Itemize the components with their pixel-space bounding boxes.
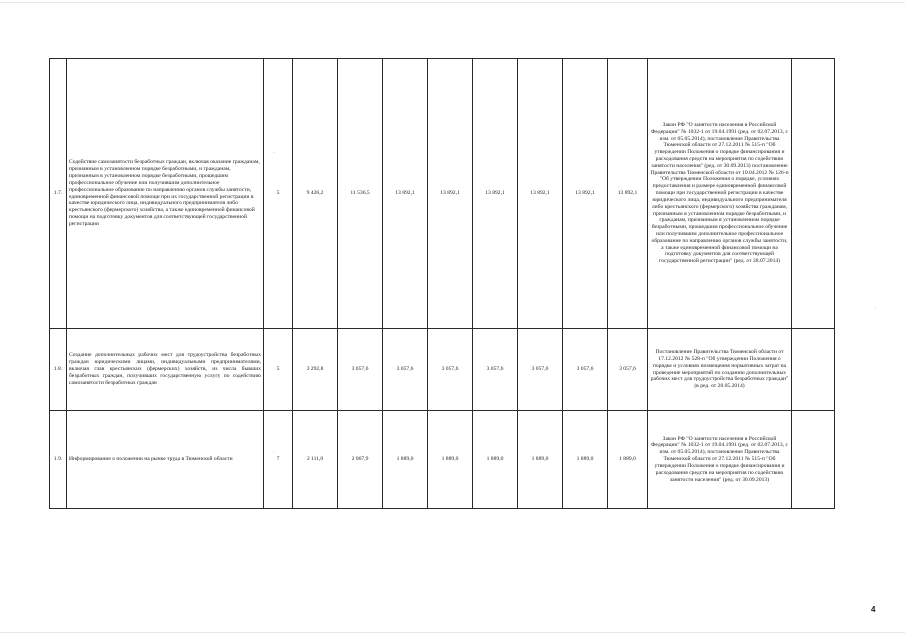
row-number: 1.9. [50,411,67,509]
scan-mark: ˙ [874,308,876,314]
row-code: 5 [264,329,293,411]
row-value: 3 057,6 [338,329,383,411]
row-value: 3 292,8 [293,329,338,411]
table-row [50,59,835,329]
row-value: 13 892,1 [428,59,473,329]
page-number: 4 [871,605,876,614]
row-number: 1.7. [50,59,67,329]
row-empty-cell [792,59,835,329]
scan-edge-bottom [0,632,905,633]
row-value: 2 067,9 [338,411,383,509]
row-value: 1 889,0 [518,411,563,509]
row-number: 1.8. [50,329,67,411]
row-description: Информирование о положении на рынке труда в Тюменской области [67,411,264,509]
row-legal-basis: Закон РФ "О занятости населения в Российской Федерации" № 1032-1 от 19.04.1991 (ред. от 02.07.2013, с изм. от 05.05.2014), постановление Правительства Тюменской области от 27.12.2011 № 515-п "Об утверждении Положения о порядке финансирования и расходования средств на мероприятия по содействию занятости населения" (ред. от 30.09.2013) [648,411,792,509]
row-code: 7 [264,411,293,509]
row-empty-cell [792,411,835,509]
row-value: 1 889,0 [428,411,473,509]
row-value: 13 892,1 [518,59,563,329]
row-value: 2 111,0 [293,411,338,509]
table-row [50,411,835,509]
program-activities-table [49,58,835,509]
row-value: 11 536,5 [338,59,383,329]
row-value: 3 057,6 [473,329,518,411]
row-value: 1 889,0 [608,411,648,509]
row-value: 3 057,6 [383,329,428,411]
row-value: 3 057,6 [608,329,648,411]
scan-mark: ˙ [273,451,275,457]
row-value: 9 426,2 [293,59,338,329]
row-empty-cell [792,329,835,411]
row-value: 13 892,1 [608,59,648,329]
row-value: 3 057,6 [563,329,608,411]
row-legal-basis: Закон РФ "О занятости населения в Российской Федерации" № 1032-1 от 19.04.1991 (ред. от 02.07.2013, с изм. от 05.05.2014), постановление Правительства Тюменской области от 27.12.2011 № 515-п "Об утверждении Положения о порядке финансирования и расходования средств на мероприятия по содействию занятости населения" (ред. от 30.09.2013) постановление Правительства Тюменской области от 10.04.2012 № 126-п "Об утверждении Положения о порядке, условиях предоставления и размере единовременной финансовой помощи при государственной регистрации в качестве юридического лица, индивидуального предпринимателя либо крестьянского (фермерского) хозяйства гражданам, признанным в установленном порядке безработными, и гражданам, признанным в установленном порядке безработными, прошедшим профессиональное обучение или получившим дополнительное профессиональное образование по направлению органов службы занятости, а также единовременной финансовой помощи на подготовку документов для соответствующей государственной регистрации" (ред. от 28.07.2014) [648,59,792,329]
row-legal-basis: Постановление Правительства Тюменской области от 17.12.2012 № 528-п "Об утверждении Положения о порядке и условиях возмещения нормативных затрат на проведение мероприятий по созданию дополнительных рабочих мест для трудоустройства безработных граждан" (в ред. от 28.05.2014) [648,329,792,411]
table-row [50,329,835,411]
row-value: 3 057,6 [428,329,473,411]
row-value: 13 892,1 [473,59,518,329]
row-value: 13 892,1 [563,59,608,329]
row-value: 1 889,0 [383,411,428,509]
row-description: Создание дополнительных рабочих мест для трудоустройства безработных граждан юридическими лицами, индивидуальными предпринимателями, включая глав крестьянских (фермерских) хозяйств, из числа бывших безработных граждан, получивших государственную услугу по содействию самозанятости безработных граждан [67,329,264,411]
row-value: 3 057,6 [518,329,563,411]
row-value: 1 889,0 [563,411,608,509]
row-value: 13 892,1 [383,59,428,329]
scan-edge-top [0,2,905,3]
row-code: 5 [264,59,293,329]
scan-mark: ˙ [273,152,275,158]
row-description: Содействие самозанятости безработных граждан, включая оказание гражданам, признанным в установленном порядке безработными, и гражданам, признанным в установленном порядке безработными, прошедшим профессиональное обучение или получившим дополнительное профессиональное образование по направлению органов службы занятости, единовременной финансовой помощи при их государственной регистрации в качестве юридического лица, индивидуального предпринимателя либо крестьянского (фермерского) хозяйства, а также единовременной финансовой помощи на подготовку документов для соответствующей государственной регистрации [67,59,264,329]
row-value: 1 889,0 [473,411,518,509]
